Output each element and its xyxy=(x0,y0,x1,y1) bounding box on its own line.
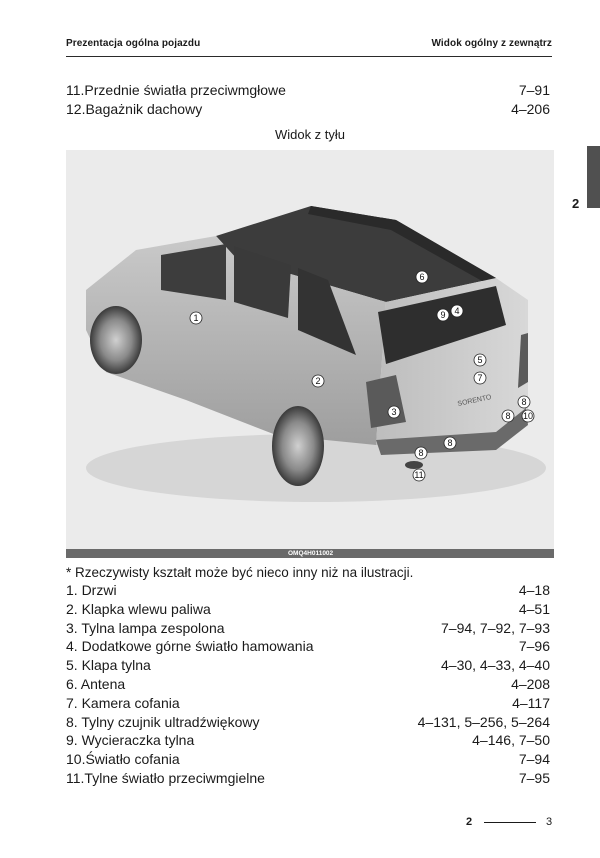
callout-marker xyxy=(444,437,456,449)
item-page-ref: 4–117 xyxy=(512,694,550,711)
svg-text:3: 3 xyxy=(391,407,397,417)
item-label: 4. Dodatkowe górne światło hamowania xyxy=(66,638,314,655)
callout-marker xyxy=(522,410,534,422)
item-page-ref: 4–206 xyxy=(511,101,550,117)
list-item xyxy=(66,769,550,788)
item-label: 11.Tylne światło przeciwmgielne xyxy=(66,770,265,786)
callout-marker xyxy=(415,447,427,459)
item-label: 3. Tylna lampa zespolona xyxy=(66,619,225,636)
front-wheel xyxy=(90,306,142,374)
list-item xyxy=(66,694,550,713)
running-header-section: Prezentacja ogólna pojazdu xyxy=(66,38,201,49)
rear-view-illustration xyxy=(66,150,554,549)
callout-marker xyxy=(474,354,486,366)
item-page-ref: 4–51 xyxy=(518,600,550,617)
svg-text:8: 8 xyxy=(418,448,424,458)
item-page-ref: 7–94 xyxy=(518,751,550,768)
exhaust xyxy=(405,461,423,469)
item-page-ref: 7–91 xyxy=(518,82,550,98)
svg-text:8: 8 xyxy=(447,438,453,448)
chapter-tab xyxy=(587,146,600,208)
footer-section-number: 2 xyxy=(466,816,473,828)
list-item xyxy=(66,675,550,694)
figure-code: OMQ4H011002 xyxy=(288,550,334,557)
svg-text:2: 2 xyxy=(315,376,321,386)
footer-page-number: 3 xyxy=(546,816,553,828)
callout-marker xyxy=(388,406,400,418)
svg-text:1: 1 xyxy=(193,313,199,323)
callout-marker xyxy=(451,305,463,317)
running-header-topic: Widok ogólny z zewnątrz xyxy=(431,38,552,49)
list-item xyxy=(66,81,550,100)
callout-marker xyxy=(312,375,324,387)
item-page-ref: 7–94, 7–92, 7–93 xyxy=(441,619,550,636)
list-item xyxy=(66,581,550,600)
svg-text:9: 9 xyxy=(440,310,446,320)
list-item xyxy=(66,600,550,619)
callout-marker xyxy=(190,312,202,324)
figure-code-strip xyxy=(66,549,554,558)
callout-marker xyxy=(502,410,514,422)
header-rule xyxy=(66,56,552,57)
svg-text:6: 6 xyxy=(419,272,425,282)
item-label: 5. Klapa tylna xyxy=(66,657,151,674)
list-item xyxy=(66,619,550,638)
item-page-ref: 4–146, 7–50 xyxy=(472,732,550,749)
item-label: 10.Światło cofania xyxy=(66,751,180,768)
svg-text:11: 11 xyxy=(414,470,424,480)
svg-text:10: 10 xyxy=(522,411,534,421)
list-item xyxy=(66,750,550,769)
svg-text:7: 7 xyxy=(477,373,483,383)
svg-text:4: 4 xyxy=(454,306,460,316)
item-label: 12.Bagażnik dachowy xyxy=(66,101,203,117)
item-page-ref: 4–131, 5–256, 5–264 xyxy=(417,713,550,730)
model-badge: SORENTO xyxy=(456,393,493,408)
list-item xyxy=(66,100,550,119)
item-label: 9. Wycieraczka tylna xyxy=(66,732,195,749)
footer-rule xyxy=(484,822,536,823)
illustration-note: * Rzeczywisty kształt może być nieco inny niż na ilustracji. xyxy=(66,565,414,580)
car-drawing xyxy=(66,150,554,549)
list-item xyxy=(66,713,550,732)
item-label: 8. Tylny czujnik ultradźwiękowy xyxy=(66,713,260,730)
svg-text:5: 5 xyxy=(477,355,483,365)
svg-text:8: 8 xyxy=(505,411,511,421)
callout-marker xyxy=(437,309,449,321)
figure-caption: Widok z tyłu xyxy=(274,127,346,142)
svg-text:8: 8 xyxy=(521,397,527,407)
item-label: 7. Kamera cofania xyxy=(66,694,180,711)
callout-marker xyxy=(474,372,486,384)
item-page-ref: 7–95 xyxy=(518,770,550,786)
callout-marker xyxy=(416,271,428,283)
item-label: 6. Antena xyxy=(66,676,126,692)
item-label: 11.Przednie światła przeciwmgłowe xyxy=(66,82,286,98)
list-item xyxy=(66,731,550,750)
callout-marker xyxy=(413,469,425,481)
chapter-tab-number: 2 xyxy=(572,196,580,211)
item-page-ref: 4–208 xyxy=(511,676,550,692)
list-item xyxy=(66,637,550,656)
item-label: 2. Klapka wlewu paliwa xyxy=(66,600,211,617)
callout-marker xyxy=(518,396,530,408)
rear-wheel xyxy=(272,406,324,486)
item-page-ref: 7–96 xyxy=(518,638,550,655)
item-page-ref: 4–18 xyxy=(518,582,550,598)
list-item xyxy=(66,656,550,675)
item-page-ref: 4–30, 4–33, 4–40 xyxy=(441,657,550,674)
item-label: 1. Drzwi xyxy=(66,582,117,598)
